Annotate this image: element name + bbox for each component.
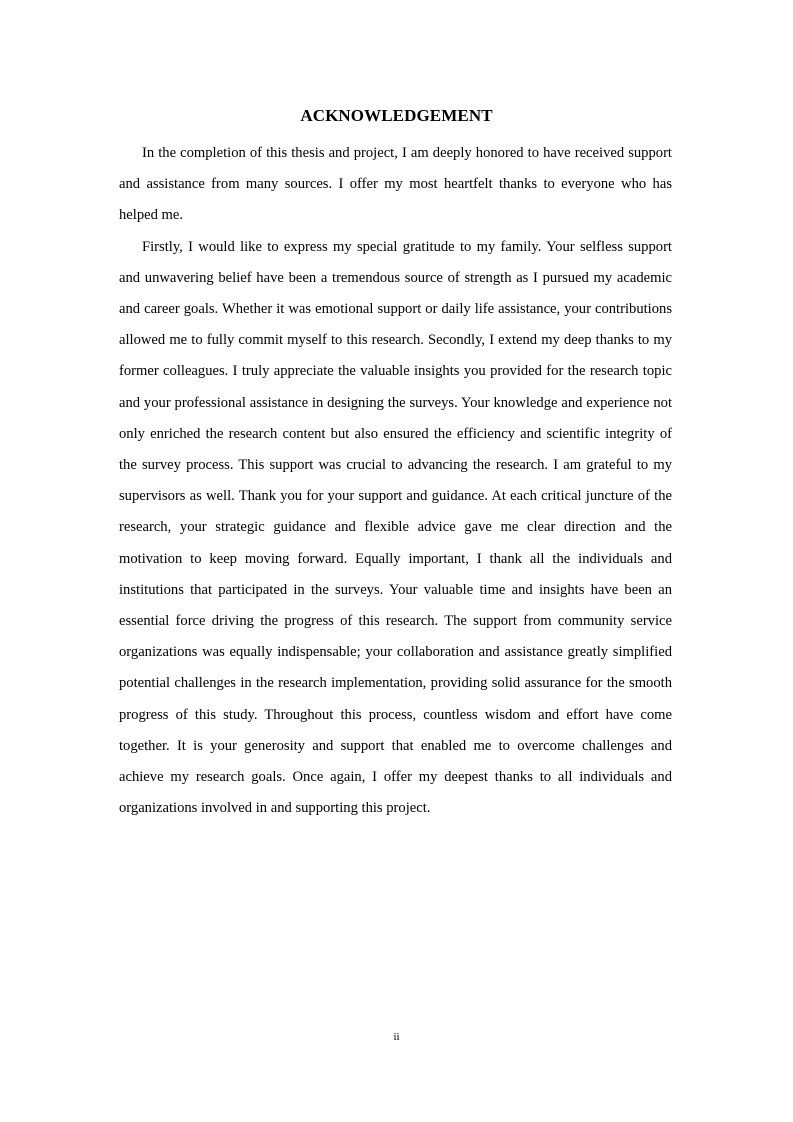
paragraph-gratitude: Firstly, I would like to express my special gratitude to my family. Your selfless support and unwavering belief have been a tremendous source of strength as I pursued my academic and career goals. Whether it was emotional support or daily life assistance, your contributions allowed me to fully commit myself to this research. Secondly, I extend my deep thanks to my former colleagues. I truly appreciate the valuable insights you provided for the research topic and your professional assistance in designing the surveys. Your knowledge and experience not only enriched the research content but also ensured the efficiency and scientific integrity of the survey process. This support was crucial to advancing the research. I am grateful to my supervisors as well. Thank you for your support and guidance. At each critical juncture of the research, your strategic guidance and flexible advice gave me clear direction and the motivation to keep moving forward. Equally important, I thank all the individuals and institutions that participated in the surveys. Your valuable time and insights have been an essential force driving the progress of this research. The support from community service organizations was equally indispensable; your collaboration and assistance greatly simplified potential challenges in the research implementation, providing solid assurance for the smooth progress of this study. Throughout this process, countless wisdom and effort have come together. It is your generosity and support that enabled me to overcome challenges and achieve my research goals. Once again, I offer my deepest thanks to all individuals and organizations involved in and supporting this project. (119, 238, 672, 817)
page-number: ii (393, 1031, 400, 1043)
paragraph-intro: In the completion of this thesis and project, I am deeply honored to have received support and assistance from many sources. I offer my most heartfelt thanks to everyone who has helped me. (119, 145, 672, 224)
body-text (119, 138, 672, 824)
page-title: ACKNOWLEDGEMENT (300, 106, 493, 125)
